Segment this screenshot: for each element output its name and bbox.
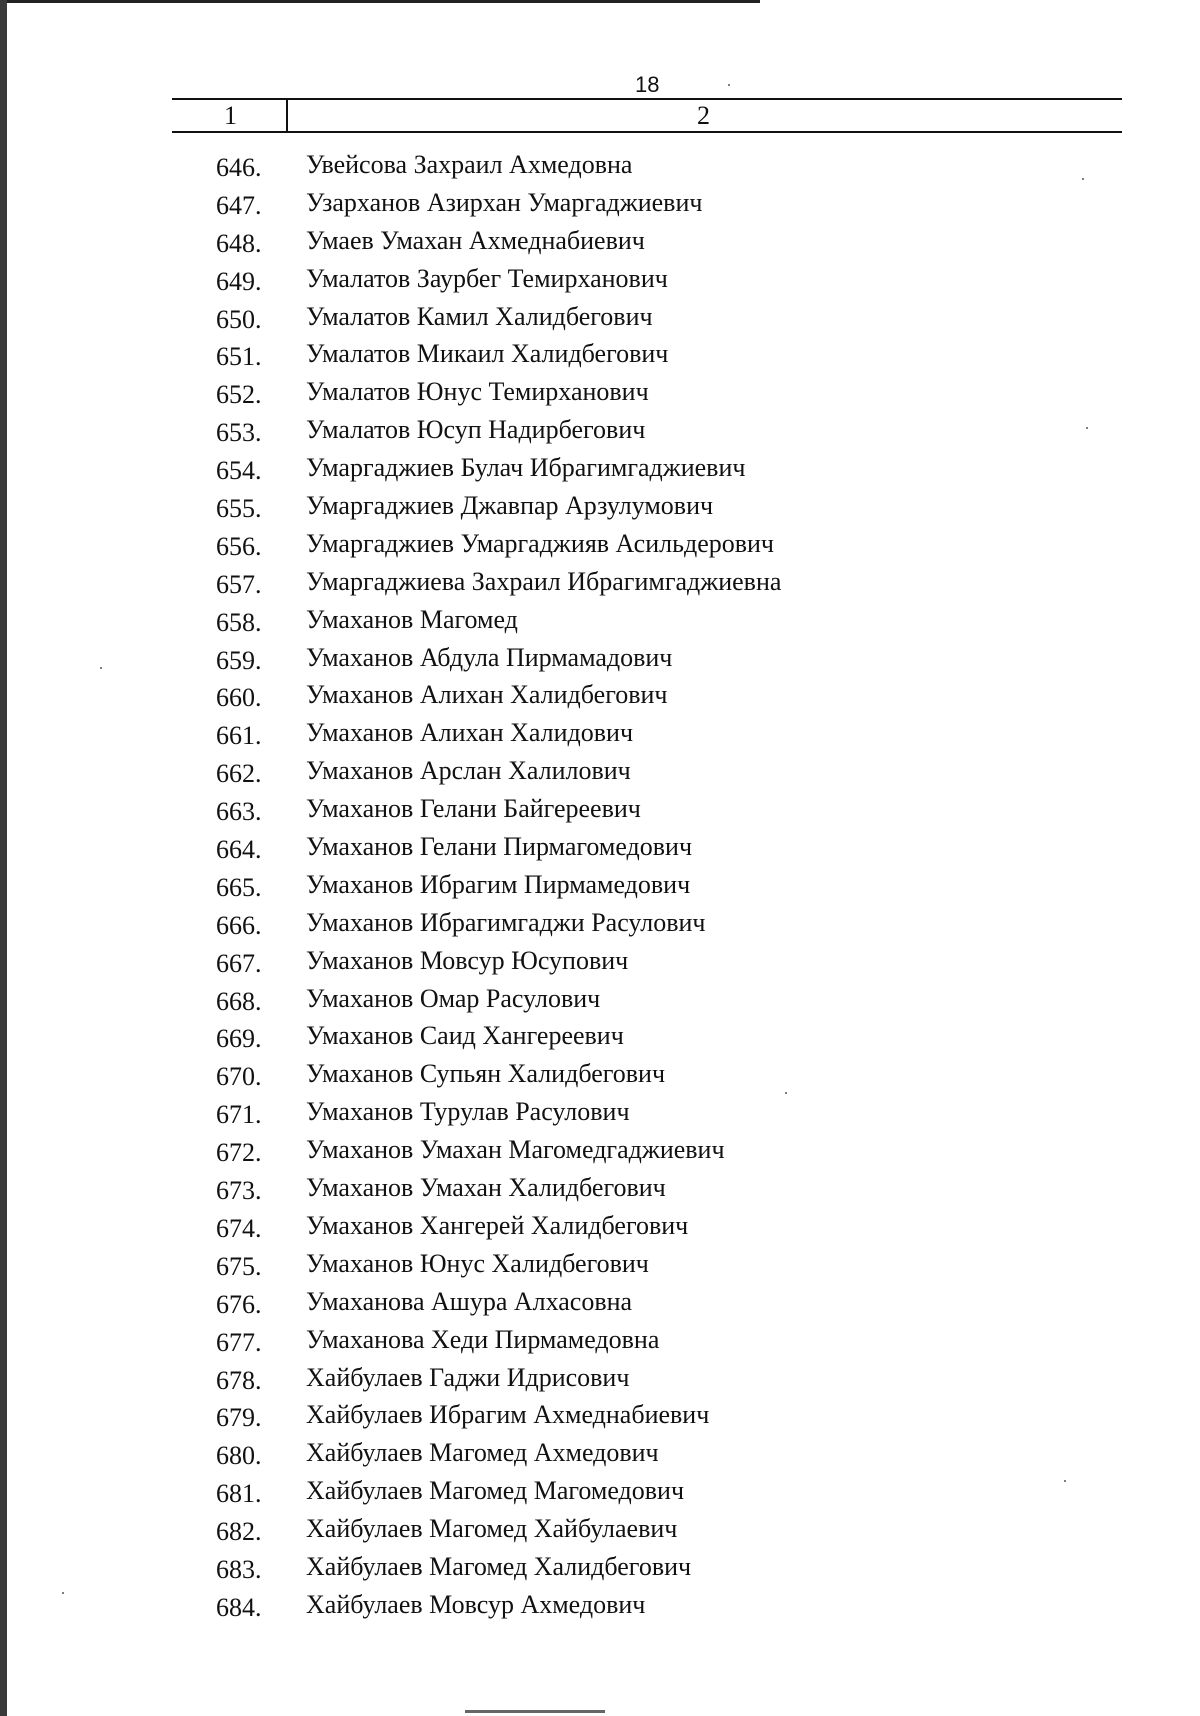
list-item-name: Увейсова Захраил Ахмедовна [306,150,633,179]
list-item-number: 648. [216,228,262,258]
list-item-number: 670. [216,1062,262,1092]
list-item-name: Умалатов Микаил Халидбегович [306,339,669,369]
list-item [0,790,1200,828]
table-header-bottom-rule [172,131,1122,133]
list-item-name: Хайбулаев Магомед Ахмедович [306,1438,659,1468]
table-header-top-rule [172,98,1122,100]
list-item [0,298,1200,336]
list-item-number: 682. [216,1517,262,1547]
list-item-number: 662. [216,759,262,789]
list-item [0,1359,1200,1397]
list-item-name: Хайбулаев Магомед Халидбегович [306,1551,692,1581]
list-item [0,487,1200,525]
page-number: 18 [635,72,660,97]
list-item [0,335,1200,373]
list-item [0,1207,1200,1245]
list-item-number: 666. [216,910,262,940]
list-item [0,373,1200,411]
list-item [0,676,1200,714]
list-item [0,525,1200,563]
list-item-name: Умаев Умахан Ахмеднабиевич [306,225,645,255]
list-item-number: 646. [216,153,262,182]
list-item [0,1510,1200,1548]
list-item-name: Умаханов Гелани Байгереевич [306,794,641,824]
list-item-name: Умаханов Юнус Халидбегович [306,1248,649,1278]
list-item [0,260,1200,298]
list-item-name: Умаханова Ашура Алхасовна [306,1286,633,1316]
list-item [0,714,1200,752]
list-item-number: 668. [216,986,262,1016]
list-item [0,563,1200,601]
list-item-number: 652. [216,380,262,410]
column-header-number: 1 [224,101,237,130]
list-item-name: Умалатов Юнус Темирханович [306,377,649,407]
list-item [0,1131,1200,1169]
list-item [0,1396,1200,1434]
list-item [0,1472,1200,1510]
list-item [0,1017,1200,1055]
list-item [0,828,1200,866]
list-item [0,146,1200,184]
list-item-number: 674. [216,1213,262,1243]
list-item-name: Умалатов Заурбег Темирханович [306,263,668,293]
scan-speck [728,84,730,86]
list-item-name: Хайбулаев Гаджи Идрисович [306,1362,630,1392]
list-item [0,904,1200,942]
list-item [0,752,1200,790]
scan-bottom-mark [465,1710,605,1713]
list-item [0,1548,1200,1586]
list-item [0,1093,1200,1131]
list-item-number: 667. [216,948,262,978]
list-item [0,1055,1200,1093]
list-item [0,1169,1200,1207]
list-item [0,1586,1200,1624]
list-item-name: Хайбулаев Мовсур Ахмедович [306,1589,646,1619]
list-item [0,942,1200,980]
list-item-name: Умаргаджиева Захраил Ибрагимгаджиевна [306,566,782,596]
list-item-number: 663. [216,797,262,827]
list-item [0,866,1200,904]
list-item [0,1321,1200,1359]
list-item-name: Умаханов Магомед [306,604,518,634]
list-item-name: Умаханов Саид Хангереевич [306,1021,624,1051]
list-item-number: 673. [216,1176,262,1206]
list-item-number: 676. [216,1289,262,1319]
list-item-number: 661. [216,721,262,751]
list-item-number: 657. [216,569,262,599]
list-item [0,449,1200,487]
list-item-name: Умаханов Мовсур Юсупович [306,945,629,975]
list-item-name: Умаханов Алихан Халидович [306,718,634,748]
list-item [0,639,1200,677]
list-item-number: 664. [216,835,262,865]
list-item-number: 677. [216,1327,262,1357]
list-item-name: Умаргаджиев Джавпар Арзулумович [306,491,714,521]
list-item-number: 683. [216,1554,262,1584]
list-item-number: 651. [216,342,262,372]
list-item-number: 679. [216,1403,262,1433]
list-item-number: 660. [216,683,262,713]
list-item-name: Умаханов Умахан Магомедгаджиевич [306,1135,725,1165]
scan-top-edge [0,0,760,3]
list-item-name: Умалатов Камил Халидбегович [306,301,653,331]
list-item-name: Умаханов Алихан Халидбегович [306,680,668,710]
list-item-number: 653. [216,418,262,448]
list-item-name: Хайбулаев Магомед Хайбулаевич [306,1514,678,1544]
list-item-number: 647. [216,190,262,220]
list-item-name: Умалатов Юсуп Надирбегович [306,415,646,445]
list-item [0,1434,1200,1472]
list-item-number: 649. [216,266,262,296]
list-item-number: 654. [216,456,262,486]
list-item-number: 659. [216,645,262,675]
column-header-name: 2 [697,101,710,130]
list-item-number: 665. [216,872,262,902]
list-item-name: Умаханов Турулав Расулович [306,1097,630,1127]
list-item-name: Умаргаджиев Умаргаджияв Асильдерович [306,528,774,558]
list-item-number: 678. [216,1365,262,1395]
list-item-name: Умаханов Умахан Халидбегович [306,1173,666,1203]
list-item-number: 656. [216,531,262,561]
list-item-name: Умаргаджиев Булач Ибрагимгаджиевич [306,453,746,483]
list-item-name: Умаханов Хангерей Халидбегович [306,1210,689,1240]
list-item [0,184,1200,222]
list-item-number: 675. [216,1251,262,1281]
list-item-name: Умаханов Гелани Пирмагомедович [306,832,693,862]
list-item [0,411,1200,449]
list-item-number: 650. [216,304,262,334]
list-item-name: Хайбулаев Ибрагим Ахмеднабиевич [306,1400,710,1430]
list-item [0,1283,1200,1321]
list-item-name: Хайбулаев Магомед Магомедович [306,1476,685,1506]
list-item-name: Умаханова Хеди Пирмамедовна [306,1324,660,1354]
list-item-name: Умаханов Омар Расулович [306,983,601,1013]
list-item-number: 680. [216,1441,262,1471]
list-item [0,980,1200,1018]
list-item-name: Умаханов Абдула Пирмамадович [306,642,673,672]
list-item-name: Умаханов Ибрагим Пирмамедович [306,869,691,899]
list-item [0,601,1200,639]
list-item-name: Узарханов Азирхан Умаргаджиевич [306,187,703,217]
list-item-name: Умаханов Арслан Халилович [306,756,631,786]
list-item [0,222,1200,260]
list-item-number: 655. [216,494,262,524]
name-list [0,146,1200,1624]
list-item-name: Умаханов Супьян Халидбегович [306,1059,666,1089]
table-header-divider [286,99,288,132]
list-item-number: 681. [216,1479,262,1509]
list-item-number: 669. [216,1024,262,1054]
list-item-number: 671. [216,1100,262,1130]
list-item-number: 672. [216,1138,262,1168]
list-item-number: 684. [216,1592,262,1622]
list-item-name: Умаханов Ибрагимгаджи Расулович [306,907,706,937]
list-item [0,1245,1200,1283]
list-item-number: 658. [216,607,262,637]
